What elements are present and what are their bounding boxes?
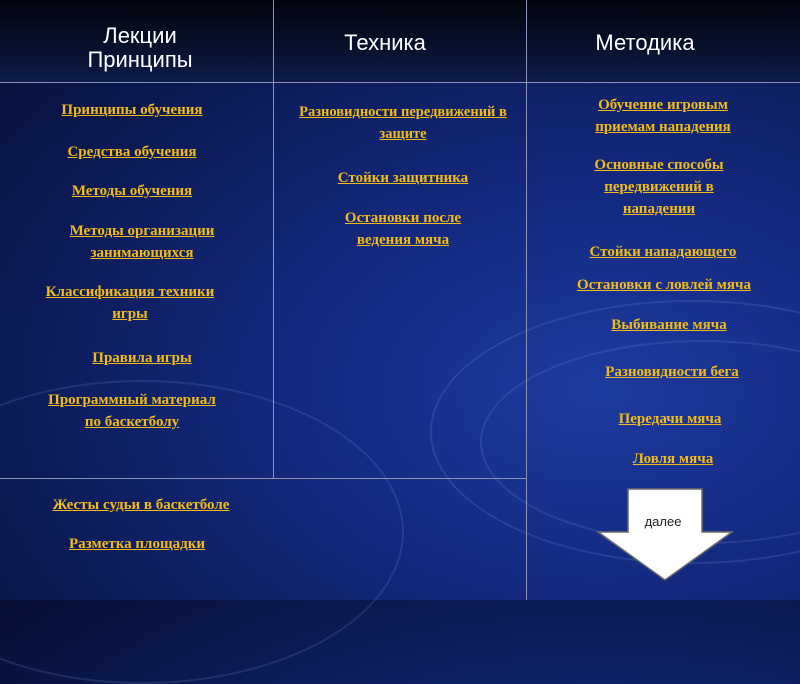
method-link-attack-moves-line2: передвижений в — [604, 179, 714, 195]
method-link-stops-catching[interactable]: Остановки с ловлей мяча — [577, 277, 751, 293]
lecture-link-means[interactable]: Средства обучения — [67, 144, 197, 160]
lecture-link-classification-line1: Классификация техники — [45, 284, 215, 300]
lecture-link-program[interactable] — [16, 389, 248, 433]
method-link-attack-moves-line3: нападении — [622, 201, 696, 217]
method-link-attack-moves-line1: Основные способы — [594, 157, 724, 173]
method-link-attack-techniques-line1: Обучение игровым — [598, 97, 728, 113]
header-methods: Методика — [595, 30, 695, 55]
lecture-link-organization-line1: Методы организации — [69, 223, 215, 239]
technique-link-stops-dribbling-line2: ведения мяча — [356, 232, 450, 248]
technique-link-defender-stance[interactable]: Стойки защитника — [337, 170, 469, 186]
lecture-link-organization[interactable] — [26, 220, 258, 264]
next-button-label[interactable]: далее — [644, 514, 682, 529]
lecture-link-program-line1: Программный материал — [48, 392, 216, 408]
header-lectures-line1: Лекции — [103, 23, 177, 48]
method-link-steal[interactable]: Выбивание мяча — [611, 317, 727, 333]
technique-link-defense-moves-line1: Разновидности передвижений в — [299, 104, 507, 120]
method-link-attack-moves[interactable] — [543, 154, 775, 220]
lecture-link-organization-line2: занимающихся — [90, 245, 194, 261]
lecture-link-principles[interactable]: Принципы обучения — [61, 102, 203, 118]
column-divider-2 — [526, 0, 527, 600]
lecture-link-rules[interactable]: Правила игры — [92, 350, 192, 366]
method-link-catching[interactable]: Ловля мяча — [632, 451, 714, 467]
header-divider — [0, 82, 800, 83]
method-link-attack-techniques[interactable] — [547, 94, 779, 138]
method-link-running[interactable]: Разновидности бега — [605, 364, 739, 380]
lecture-link-classification-line2: игры — [112, 306, 148, 322]
technique-link-defense-moves[interactable] — [276, 101, 530, 145]
lecture-link-classification[interactable] — [14, 281, 246, 325]
header-lectures — [40, 24, 240, 72]
technique-link-stops-dribbling-line1: Остановки после — [344, 210, 462, 226]
method-link-passing[interactable]: Передачи мяча — [618, 411, 722, 427]
down-arrow-icon[interactable] — [596, 488, 736, 582]
technique-link-stops-dribbling[interactable] — [276, 207, 530, 251]
lecture-link-methods[interactable]: Методы обучения — [71, 183, 193, 199]
lecture-link-program-line2: по баскетболу — [84, 414, 180, 430]
column-divider-1 — [273, 0, 274, 478]
technique-link-defense-moves-line2: защите — [379, 126, 427, 142]
bottom-link-court-markings[interactable]: Разметка площадки — [69, 536, 205, 552]
bottom-link-referee-signals[interactable]: Жесты судьи в баскетболе — [52, 497, 230, 513]
method-link-attacker-stance[interactable]: Стойки нападающего — [589, 244, 737, 260]
method-link-attack-techniques-line2: приемам нападения — [595, 119, 731, 135]
header-technique: Техника — [344, 30, 426, 55]
header-lectures-line2: Принципы — [87, 47, 193, 72]
bottom-divider — [0, 478, 526, 479]
